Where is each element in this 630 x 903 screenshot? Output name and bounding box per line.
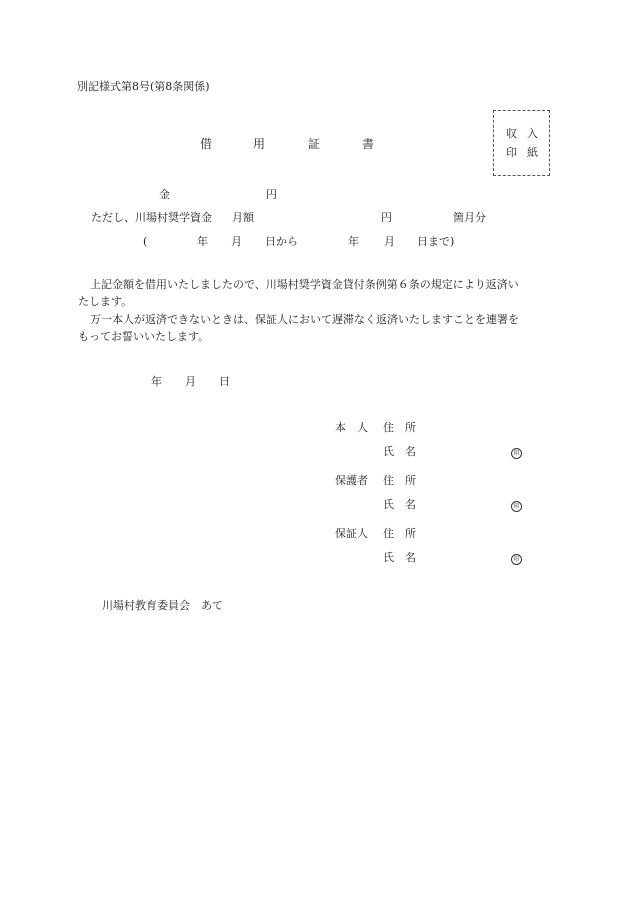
signatory-role-guardian: 保護者 <box>335 474 368 487</box>
seal-mark-icon: 印 <box>511 448 522 459</box>
address-label: 住 所 <box>383 527 416 540</box>
address-label: 住 所 <box>383 474 416 487</box>
name-label: 氏 名 <box>383 551 416 564</box>
proviso-monthly: 月額 <box>232 211 254 224</box>
seal-mark-icon: 印 <box>511 501 522 512</box>
paragraph-1-line-2: たします。 <box>78 295 133 308</box>
period-year-1: 年 <box>197 235 208 248</box>
stamp-char-4: 紙 <box>527 146 538 159</box>
amount-yen: 円 <box>266 188 277 201</box>
name-label: 氏 名 <box>383 498 416 511</box>
period-open: ( <box>143 235 148 248</box>
title-char-3: 証 <box>308 137 321 151</box>
paragraph-2-line-1: 万一本人が返済できないときは、保証人において遅滞なく返済いたしますことを連署を <box>90 313 519 326</box>
period-month-2: 月 <box>384 235 395 248</box>
paragraph-1-line-1: 上記金額を借用いたしましたので、川場村奨学資金貸付条例第６条の規定により返済い <box>90 278 519 291</box>
addressee: 川場村教育委員会 あて <box>102 599 223 612</box>
stamp-char-1: 収 <box>506 127 517 140</box>
title-char-2: 用 <box>253 137 266 151</box>
period-day-from: 日から <box>265 235 298 248</box>
stamp-char-2: 入 <box>527 127 538 140</box>
revenue-stamp-box <box>493 110 550 176</box>
proviso-prefix: ただし、川場村奨学資金 <box>91 211 212 224</box>
date-year: 年 <box>151 375 162 388</box>
date-day: 日 <box>219 375 230 388</box>
form-number: 別記様式第8号(第8条関係) <box>77 80 210 93</box>
proviso-yen: 円 <box>381 211 392 224</box>
name-label: 氏 名 <box>383 445 416 458</box>
signatory-role-principal: 本 人 <box>335 421 368 434</box>
paragraph-2-line-2: もってお誓いいたします。 <box>78 330 210 343</box>
amount-kin: 金 <box>159 188 170 201</box>
date-month: 月 <box>185 375 196 388</box>
title-char-1: 借 <box>200 137 213 151</box>
proviso-months: 箇月分 <box>453 211 486 224</box>
signatory-role-guarantor: 保証人 <box>335 527 368 540</box>
period-day-until: 日まで) <box>417 235 455 248</box>
address-label: 住 所 <box>383 421 416 434</box>
period-year-2: 年 <box>348 235 359 248</box>
period-month-1: 月 <box>231 235 242 248</box>
seal-mark-icon: 印 <box>511 554 522 565</box>
stamp-char-3: 印 <box>506 146 517 159</box>
title-char-4: 書 <box>362 137 375 151</box>
